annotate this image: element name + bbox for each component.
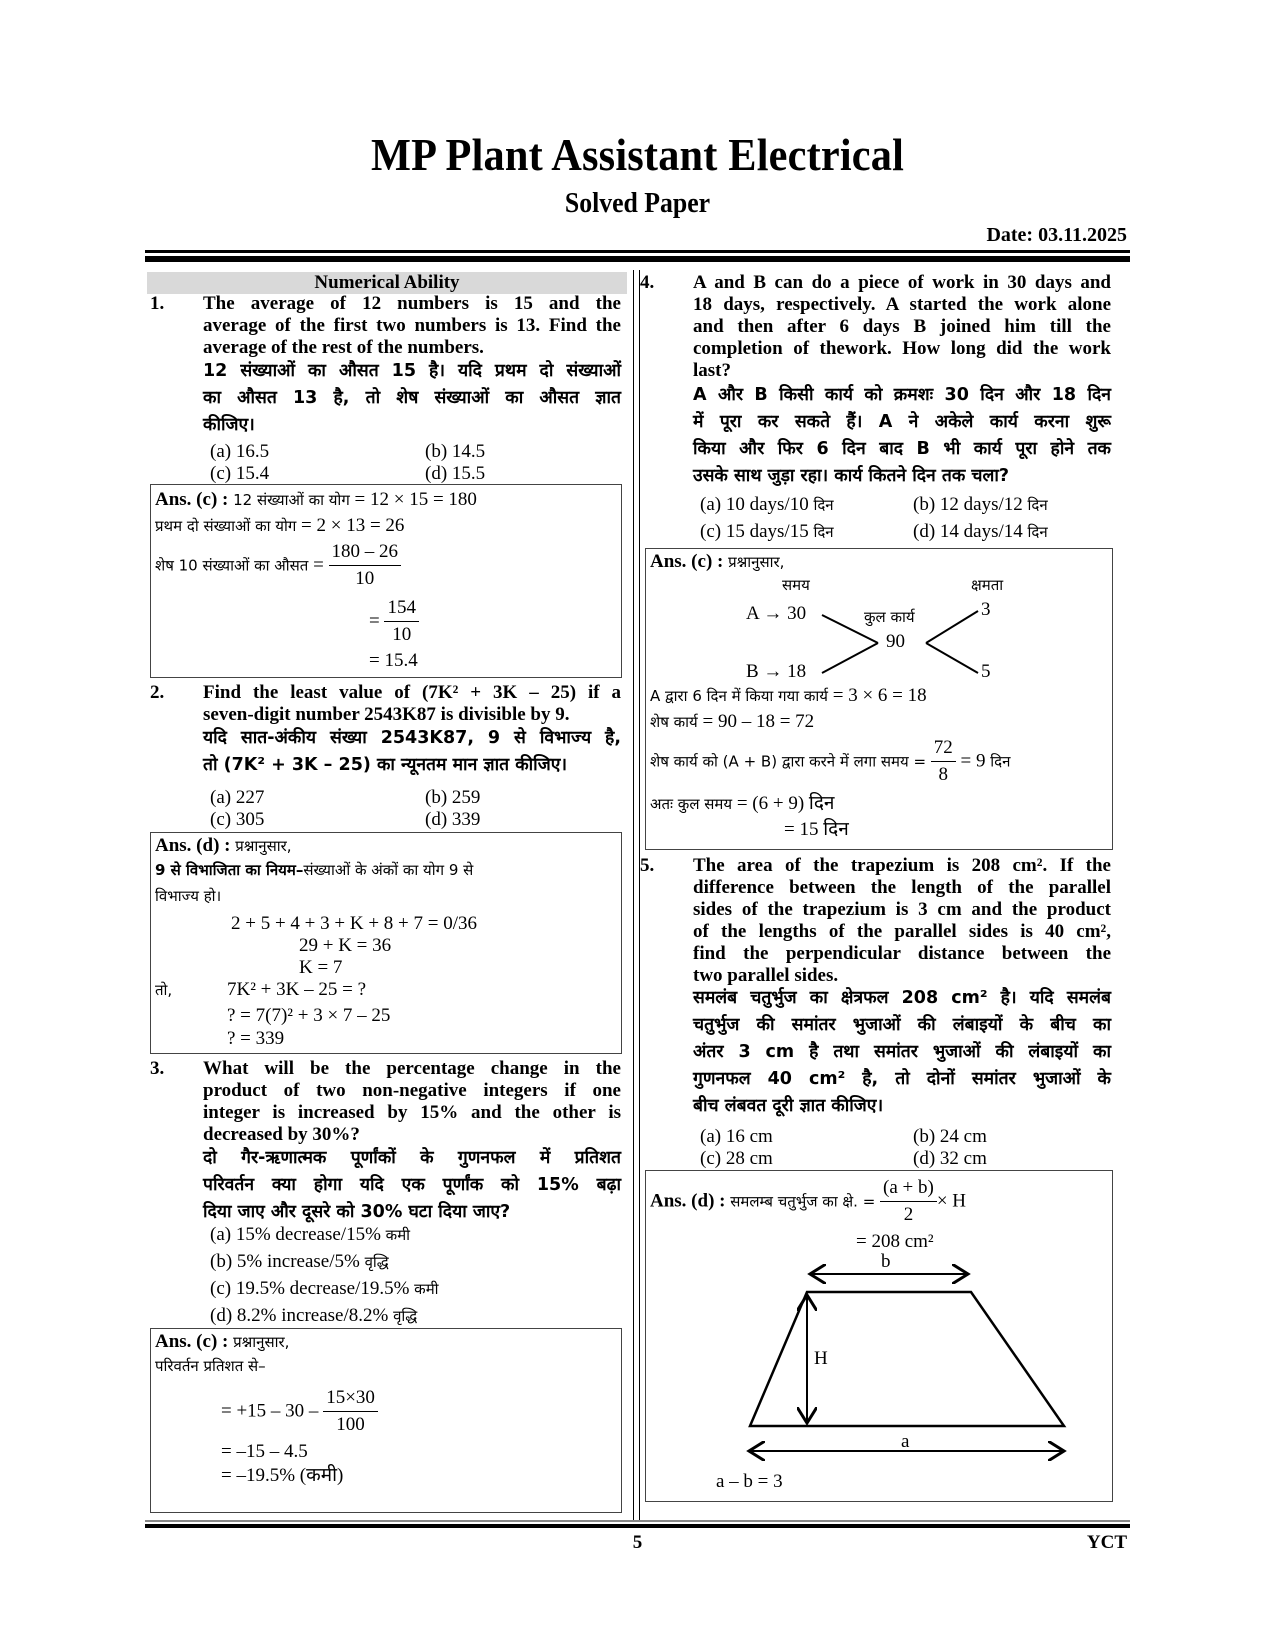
answer-label: Ans. (d) : <box>650 1190 726 1212</box>
publisher-brand: YCT <box>1086 1532 1127 1553</box>
question-text-hi: दो गैर-ऋणात्मक पूर्णांकों के गुणनफल में प्रतिशत परिवर्तन क्या होगा यदि एक पूर्णांक को 15% बढ़ा दिया जाए और दूसरे को 30% घटा दिया जाए? <box>203 1148 621 1222</box>
option-b[interactable]: (b) 259 <box>425 787 481 808</box>
option-c[interactable]: (c) 28 cm <box>700 1148 773 1169</box>
option-b[interactable]: (b) 5% increase/5% वृद्धि <box>210 1251 389 1272</box>
page-subtitle: Solved Paper <box>564 188 711 219</box>
question-text-hi: समलंब चतुर्भुज का क्षेत्रफल 208 cm² है। यदि समलंब चतुर्भुज की समांतर भुजाओं की लंबाइयों के बीच का अंतर 3 cm है तथा समांतर भुजाओं की लंबाइयों का गुणनफल 40 cm² है, तो दोनों समांतर भुजाओं के बीच लंबवत दूरी ज्ञात कीजिए। <box>693 988 1111 1116</box>
question-text-en: The average of 12 numbers is 15 and the average of the first two numbers is 13. Find the average of the rest of the numbers. <box>203 293 621 358</box>
diagram-lines <box>646 549 1114 689</box>
label-b: b <box>881 1251 891 1272</box>
header-rule-thin <box>145 250 1130 253</box>
trapezium-shape <box>646 1171 1114 1503</box>
answer-box: Ans. (c) : प्रश्नानुसार, समय क्षमता A → 30 कुल कार्य 3 90 B → 18 5 A द्वारा 6 दिन में किया गया कार्य = 3 × 6 = 18 शेष कार्य = 90 – 18 = 72 शेष कार्य को (A + B) द्वारा करने में लगा समय = $\frac{72}{8}$ = 9 दिन अतः कुल समय = (6 + 9) दिन = 15 दिन <box>645 548 1113 850</box>
answer-label: Ans. (c) : <box>155 1331 229 1352</box>
option-a[interactable]: (a) 15% decrease/15% कमी <box>210 1224 411 1245</box>
exam-date: Date: 03.11.2025 <box>986 224 1127 246</box>
question-text-en: Find the least value of (7K² + 3K – 25) if a seven-digit number 2543K87 is divisible by 9. <box>203 682 621 725</box>
question-text-en: The area of the trapezium is 208 cm². If the difference between the length of the parallel sides of the trapezium is 3 cm and the product of the lengths of the parallel sides is 40 cm², find the perpendicular distance between the two parallel sides. <box>693 855 1111 986</box>
question-number: 1. <box>150 293 165 314</box>
option-d[interactable]: (d) 14 days/14 दिन <box>913 521 1048 542</box>
option-c[interactable]: (c) 19.5% decrease/19.5% कमी <box>210 1278 439 1299</box>
difference-note: a – b = 3 <box>716 1471 783 1492</box>
question-text-en: A and B can do a piece of work in 30 days and 18 days, respectively. A started the work alone and then after 6 days B joined him till the completion of thework. How long did the work last? <box>693 272 1111 381</box>
answer-box: Ans. (d) : प्रश्नानुसार, 9 से विभाजिता का नियम–संख्याओं के अंकों का योग 9 से विभाज्य हो। 2 + 5 + 4 + 3 + K + 8 + 7 = 0/36 29 + K = 36 K = 7 तो, 7K² + 3K – 25 = ? ? = 7(7)² + 3 × 7 – 25 ? = 339 <box>150 832 622 1054</box>
question-number: 3. <box>150 1058 165 1079</box>
section-heading: Numerical Ability <box>147 272 627 294</box>
footer-rule-thin <box>145 1520 1130 1522</box>
answer-box: Ans. (d) : समलम्ब चतुर्भुज का क्षे. = $\frac{(a + b)}{2}$ × H = 208 cm² b H a a – b = 3 <box>645 1170 1113 1502</box>
question-number: 4. <box>640 272 655 293</box>
option-c[interactable]: (c) 15.4 <box>210 463 270 484</box>
option-c[interactable]: (c) 15 days/15 दिन <box>700 521 834 542</box>
footer-rule-thick <box>145 1524 1130 1528</box>
question-number: 5. <box>640 855 655 876</box>
question-text-hi: यदि सात-अंकीय संख्या 2543K87, 9 से विभाज्य है, तो (7K² + 3K – 25) का न्यूनतम मान ज्ञात कीजिए। <box>203 728 621 775</box>
option-d[interactable]: (d) 339 <box>425 809 481 830</box>
fraction: $\frac{72}{8}$ <box>931 735 956 788</box>
option-b[interactable]: (b) 12 days/12 दिन <box>913 494 1048 515</box>
header-rule-thick <box>145 256 1130 262</box>
option-d[interactable]: (d) 32 cm <box>913 1148 987 1169</box>
fraction: $\frac{(a + b)}{2}$ <box>880 1175 937 1228</box>
answer-box: Ans. (c) : प्रश्नानुसार, परिवर्तन प्रतिशत से– = +15 – 30 – $\frac{15\times 30}{100}$ = –15 – 4.5 = –19.5% (कमी) <box>150 1328 622 1513</box>
fraction: $\frac{180 - 26}{10}$ <box>329 539 402 592</box>
question-number: 2. <box>150 682 165 703</box>
option-a[interactable]: (a) 16 cm <box>700 1126 773 1147</box>
option-b[interactable]: (b) 24 cm <box>913 1126 987 1147</box>
column-divider <box>633 270 640 1520</box>
answer-label: Ans. (c) : <box>650 551 724 572</box>
answer-label: Ans. (c) : <box>155 489 229 510</box>
option-b[interactable]: (b) 14.5 <box>425 441 486 462</box>
option-d[interactable]: (d) 8.2% increase/8.2% वृद्धि <box>210 1305 418 1326</box>
answer-box: Ans. (c) : 12 संख्याओं का योग = 12 × 15 = 180 प्रथम दो संख्याओं का योग = 2 × 13 = 26 शेष 10 संख्याओं का औसत = $\frac{180 - 26}{10}$ = $\frac{154}{10}$ = 15.4 <box>150 484 622 678</box>
fraction: $\frac{154}{10}$ <box>384 595 419 648</box>
question-text-hi: 12 संख्याओं का औसत 15 है। यदि प्रथम दो संख्याओं का औसत 13 है, तो शेष संख्याओं का औसत ज्ञात कीजिए। <box>203 361 621 435</box>
option-a[interactable]: (a) 10 days/10 दिन <box>700 494 834 515</box>
label-a: a <box>901 1431 910 1452</box>
label-h: H <box>814 1348 828 1369</box>
question-text-hi: A और B किसी कार्य को क्रमशः 30 दिन और 18 दिन में पूरा कर सकते हैं। A ने अकेले कार्य करना शुरू किया और फिर 6 दिन बाद B भी कार्य पूरा होने तक उसके साथ जुड़ा रहा। कार्य कितने दिन तक चला? <box>693 385 1111 486</box>
option-a[interactable]: (a) 227 <box>210 787 265 808</box>
option-d[interactable]: (d) 15.5 <box>425 463 486 484</box>
option-a[interactable]: (a) 16.5 <box>210 441 270 462</box>
page-number: 5 <box>632 1532 643 1553</box>
question-text-en: What will be the percentage change in the product of two non-negative integers if one integer is increased by 15% and the other is decreased by 30%? <box>203 1058 621 1145</box>
page-title: MP Plant Assistant Electrical <box>370 129 905 180</box>
option-c[interactable]: (c) 305 <box>210 809 265 830</box>
answer-label: Ans. (d) : <box>155 835 231 856</box>
fraction: $\frac{15\times 30}{100}$ <box>323 1385 378 1438</box>
